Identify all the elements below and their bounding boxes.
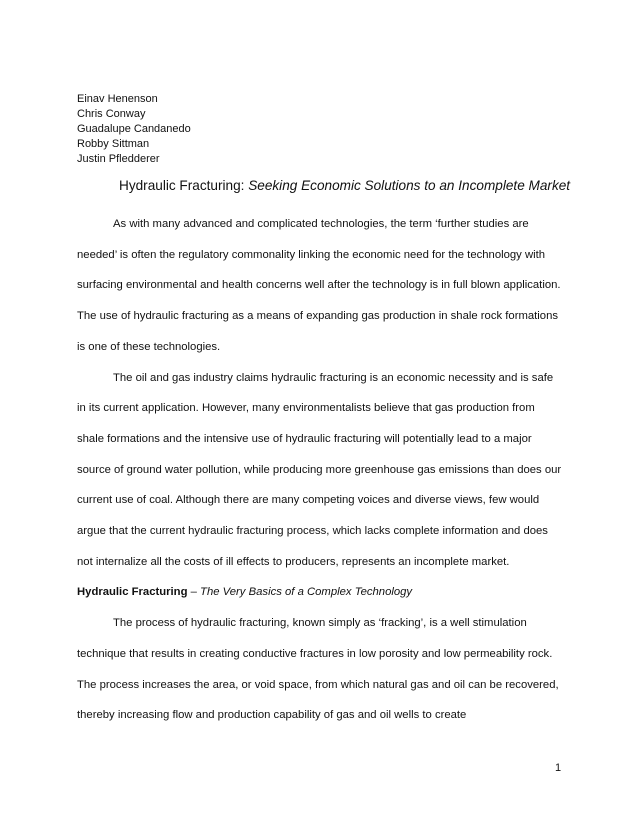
section-heading bbox=[77, 577, 562, 608]
author-list bbox=[77, 92, 191, 167]
section-heading-italic: The Very Basics of a Complex Technology bbox=[200, 586, 413, 599]
paragraph: The process of hydraulic fracturing, known simply as ‘fracking’, is a well stimulation technique that results in creating conductive fractures in low porosity and low permeability rock. The process increases the area, or void space, from which natural gas and oil can be recovered, thereby increasing flow and production capability of gas and oil wells to create bbox=[77, 617, 559, 722]
title-main: Hydraulic Fracturing: bbox=[119, 178, 249, 193]
author-name: Guadalupe Candanedo bbox=[77, 123, 191, 135]
author-name: Chris Conway bbox=[77, 108, 146, 120]
section-heading-bold: Hydraulic Fracturing bbox=[77, 586, 188, 599]
title-subtitle: Seeking Economic Solutions to an Incomplete Market bbox=[248, 178, 571, 193]
document-title bbox=[119, 177, 570, 195]
page-number: 1 bbox=[555, 762, 562, 774]
paragraph: The oil and gas industry claims hydraulic fracturing is an economic necessity and is safe in its current application. However, many environmentalists believe that gas production from shale formations and the intensive use of hydraulic fracturing will potentially lead to a major source of ground water pollution, while producing more greenhouse gas emissions than does our current use of coal. Although there are many competing voices and diverse views, few would argue that the current hydraulic fracturing process, which lacks complete information and does not internalize all the costs of ill effects to producers, represents an incomplete market. bbox=[77, 371, 562, 568]
section-heading-separator: – bbox=[187, 586, 201, 599]
author-name: Robby Sittman bbox=[77, 138, 150, 150]
author-name: Einav Henenson bbox=[77, 93, 158, 105]
author-name: Justin Pfledderer bbox=[77, 153, 160, 165]
document-body bbox=[77, 209, 562, 731]
paragraph: As with many advanced and complicated technologies, the term ‘further studies are needed’ is often the regulatory commonality linking the economic need for the technology with surfacing environmental and health concerns well after the technology is in full blown application. The use of hydraulic fracturing as a means of expanding gas production in shale rock formations is one of these technologies. bbox=[77, 218, 561, 353]
